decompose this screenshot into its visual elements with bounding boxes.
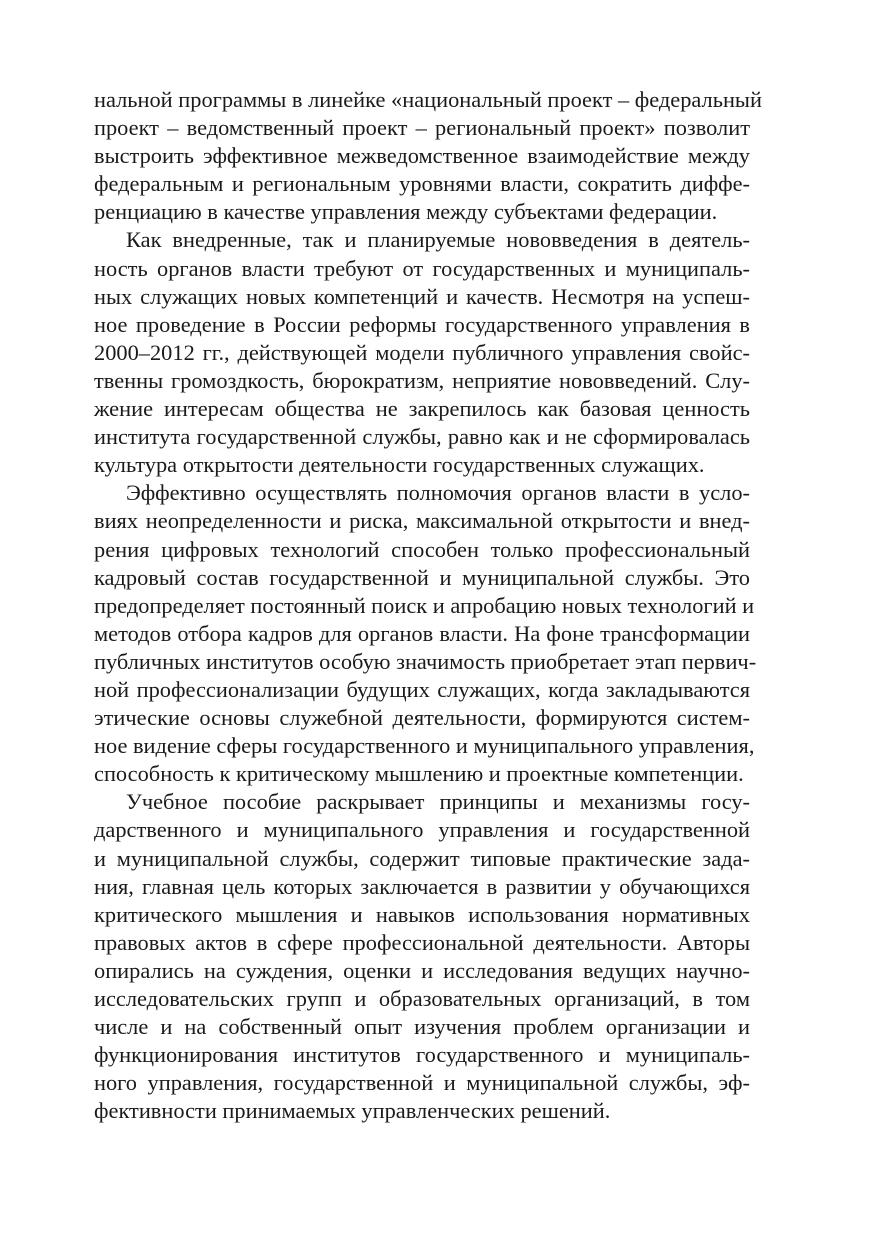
- text-line: публичных институтов особую значимость приобретает этап первич-: [94, 648, 757, 674]
- text-line: фективности принимаемых управленческих решений.: [94, 1098, 611, 1124]
- body-text: [94, 86, 762, 1125]
- text-line: нальной программы в линейке «национальный проект – федеральный: [94, 87, 762, 112]
- text-line: 2000–2012 гг., действующей модели публичного управления свойс-: [94, 339, 750, 365]
- text-line: ность органов власти требуют от государственных и муниципаль-: [94, 255, 750, 281]
- text-line: ного управления, государственной и муниципальной службы, эф-: [94, 1070, 750, 1096]
- text-line: предопределяет постоянный поиск и апробацию новых технологий и: [94, 592, 755, 618]
- text-line: дарственного и муниципального управления и государственной: [94, 817, 750, 843]
- text-line: Эффективно осуществлять полномочия органов власти в усло-: [126, 480, 750, 506]
- text-line: выстроить эффективное межведомственное взаимодействие между: [94, 143, 750, 169]
- text-line: методов отбора кадров для органов власти. На фоне трансформации: [94, 620, 750, 646]
- text-line: ной профессионализации будущих служащих, когда закладываются: [94, 676, 750, 702]
- text-line: исследовательских групп и образовательных организаций, в том: [94, 986, 750, 1011]
- text-line: ных служащих новых компетенций и качеств. Несмотря на успеш-: [94, 283, 750, 309]
- text-line: ния, главная цель которых заключается в развитии у обучающихся: [94, 873, 750, 899]
- text-line: виях неопределенности и риска, максимальной открытости и внед-: [94, 508, 750, 534]
- text-line: ное проведение в России реформы государственного управления в: [94, 311, 750, 337]
- paragraph-3: [94, 479, 757, 788]
- text-line: рения цифровых технологий способен только профессиональный: [94, 536, 750, 562]
- text-line: жение интересам общества не закрепилось как базовая ценность: [94, 396, 750, 422]
- text-line: кадровый состав государственной и муниципальной службы. Это: [94, 564, 750, 590]
- text-line: ное видение сферы государственного и муниципального управления,: [94, 733, 755, 759]
- text-line: проект – ведомственный проект – региональный проект» позволит: [94, 115, 750, 141]
- text-line: опирались на суждения, оценки и исследования ведущих научно-: [94, 957, 750, 983]
- paragraph-2: [94, 226, 750, 479]
- text-line: и муниципальной службы, содержит типовые практические зада-: [94, 845, 750, 871]
- paragraph-4: [94, 788, 750, 1125]
- paragraph-1: [94, 86, 762, 226]
- text-line: функционирования институтов государственного и муниципаль-: [94, 1042, 750, 1068]
- text-line: правовых актов в сфере профессиональной деятельности. Авторы: [94, 929, 750, 955]
- text-line: института государственной службы, равно как и не сформировалась: [94, 424, 750, 450]
- text-line: федеральным и региональным уровнями власти, сократить диффе-: [94, 171, 750, 197]
- text-line: способность к критическому мышлению и проектные компетенции.: [94, 761, 744, 787]
- text-line: Учебное пособие раскрывает принципы и механизмы госу-: [126, 789, 750, 815]
- text-line: твенны громоздкость, бюрократизм, неприятие нововведений. Слу-: [94, 367, 750, 393]
- text-line: числе и на собственный опыт изучения проблем организации и: [94, 1014, 750, 1040]
- text-line: культура открытости деятельности государственных служащих.: [94, 452, 705, 478]
- text-line: ренциацию в качестве управления между субъектами федерации.: [94, 199, 718, 225]
- text-line: критического мышления и навыков использования нормативных: [94, 901, 750, 927]
- text-line: Как внедренные, так и планируемые нововведения в деятель-: [126, 227, 750, 253]
- text-line: этические основы служебной деятельности, формируются систем-: [94, 705, 750, 731]
